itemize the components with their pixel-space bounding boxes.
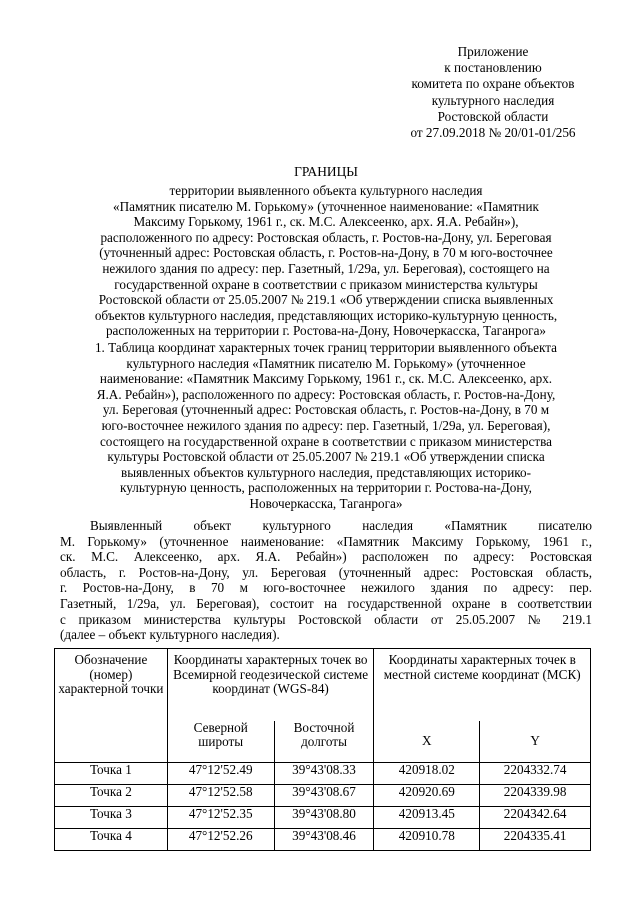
appendix-line: комитета по охране объектов [411, 76, 575, 92]
north-latitude-value: 47°12'52.58 [167, 785, 274, 807]
table-row [55, 807, 591, 829]
subtitle-line: «Памятник писателю М. Горькому» (уточненное наименование: «Памятник [113, 198, 539, 214]
section-heading [60, 340, 592, 512]
paragraph-line: с приказом министерства культуры Ростовской области от 25.05.2007 № 219.1 [60, 611, 592, 627]
document-title: ГРАНИЦЫ [294, 164, 358, 179]
header-x: X [374, 721, 480, 763]
appendix-line: к постановлению [444, 60, 542, 76]
appendix-header [380, 44, 606, 141]
object-description-paragraph [60, 518, 592, 643]
point-label: Точка 4 [55, 829, 168, 851]
header-wgs84-coordinates: Координаты характерных точек во Всемирной геодезической системе координат (WGS-84) [167, 649, 374, 721]
point-label: Точка 1 [55, 763, 168, 785]
section-line: наименование: «Памятник Максиму Горькому, 1961 г., ск. М.С. Алексеенко, арх. [99, 371, 553, 387]
north-latitude-value: 47°12'52.49 [167, 763, 274, 785]
subtitle-line: территории выявленного объекта культурного наследия [169, 183, 483, 198]
y-value: 2204339.98 [480, 785, 591, 807]
appendix-line: Приложение [457, 44, 529, 59]
y-value: 2204342.64 [480, 807, 591, 829]
subtitle-line: Ростовской области от 25.05.2007 № 219.1 «Об утверждении списка выявленных [98, 292, 554, 308]
paragraph-line: Газетный, 1/29а, ул. Береговая), состоит на государственной охране в соответствии [60, 595, 592, 611]
section-line: ул. Береговая (уточненный адрес: Ростовская область, г. Ростов-на-Дону, в 70 м [102, 402, 550, 418]
appendix-line: культурного наследия [431, 92, 555, 108]
document-subtitle [60, 183, 592, 339]
header-point-designation: Обозначение (номер) характерной точки [55, 649, 168, 763]
coordinates-table [54, 648, 591, 851]
paragraph-line: область, г. Ростов-на-Дону, ул. Береговая (уточненный адрес: Ростовская область, [60, 564, 592, 580]
table-row [55, 829, 591, 851]
appendix-line: Ростовской области [437, 108, 549, 124]
section-line: Новочеркасска, Таганрога» [249, 495, 403, 511]
appendix-line: от 27.09.2018 № 20/01-01/256 [410, 125, 576, 141]
east-longitude-value: 39°43'08.46 [274, 829, 374, 851]
table-row [55, 763, 591, 785]
paragraph-line: (далее – объект культурного наследия). [60, 627, 280, 643]
header-east-longitude: Восточной долготы [274, 721, 374, 763]
subtitle-line: нежилого здания по адресу: пер. Газетный, 1/29а, ул. Береговая), состоящего на [102, 260, 550, 276]
point-label: Точка 2 [55, 785, 168, 807]
subtitle-line: расположенного по адресу: Ростовская область, г. Ростов-на-Дону, ул. Береговая [100, 229, 552, 245]
east-longitude-value: 39°43'08.33 [274, 763, 374, 785]
north-latitude-value: 47°12'52.35 [167, 807, 274, 829]
x-value: 420918.02 [374, 763, 480, 785]
header-y: Y [480, 721, 591, 763]
subtitle-line: объектов культурного наследия, представляющих историко-культурную ценность, [94, 307, 558, 323]
subtitle-line: Максиму Горькому, 1961 г., ск. М.С. Алексеенко, арх. Я.А. Ребайн»), [133, 214, 519, 230]
x-value: 420913.45 [374, 807, 480, 829]
subtitle-line: (уточненный адрес: Ростовская область, г. Ростов-на-Дону, в 70 м юго-восточнее [99, 245, 553, 261]
subtitle-line: расположенных на территории г. Ростова-на-Дону, Новочеркасска, Таганрога» [105, 323, 547, 339]
x-value: 420920.69 [374, 785, 480, 807]
paragraph-line: Выявленный объект культурного наследия «Памятник писателю [90, 518, 592, 533]
section-line: культурного наследия «Памятник писателю М. Горькому» (уточненное [126, 355, 526, 371]
table-row [55, 785, 591, 807]
north-latitude-value: 47°12'52.26 [167, 829, 274, 851]
east-longitude-value: 39°43'08.67 [274, 785, 374, 807]
point-label: Точка 3 [55, 807, 168, 829]
paragraph-line: ск. М.С. Алексеенко, арх. Я.А. Ребайн») расположен по адресу: Ростовская [60, 549, 592, 565]
section-line: 1. Таблица координат характерных точек границ территории выявленного объекта [94, 340, 558, 355]
y-value: 2204335.41 [480, 829, 591, 851]
header-north-latitude: Северной широты [167, 721, 274, 763]
subtitle-line: государственной охране в соответствии с приказом министерства культуры [114, 276, 538, 292]
paragraph-line: г. Ростов-на-Дону, в 70 м юго-восточнее нежилого здания по адресу: пер. [60, 580, 592, 596]
section-line: культуры Ростовской области от 25.05.2007 № 219.1 «Об утверждении списка [107, 449, 545, 465]
section-line: Я.А. Ребайн»), расположенного по адресу: Ростовская область, г. Ростов-на-Дону, [96, 386, 556, 402]
section-line: культурную ценность, расположенных на территории г. Ростова-на-Дону, [120, 480, 532, 496]
east-longitude-value: 39°43'08.80 [274, 807, 374, 829]
paragraph-line: М. Горькому» (уточненное наименование: «Памятник Максиму Горькому, 1961 г., [60, 533, 592, 549]
y-value: 2204332.74 [480, 763, 591, 785]
section-line: выявленных объектов культурного наследия, представляющих историко- [120, 464, 532, 480]
header-msk-coordinates: Координаты характерных точек в местной системе координат (МСК) [374, 649, 591, 721]
section-line: юго-восточнее нежилого здания по адресу: пер. Газетный, 1/29а, ул. Береговая), [101, 417, 551, 433]
section-line: состоящего на государственной охране в соответствии с приказом министерства [99, 433, 553, 449]
x-value: 420910.78 [374, 829, 480, 851]
